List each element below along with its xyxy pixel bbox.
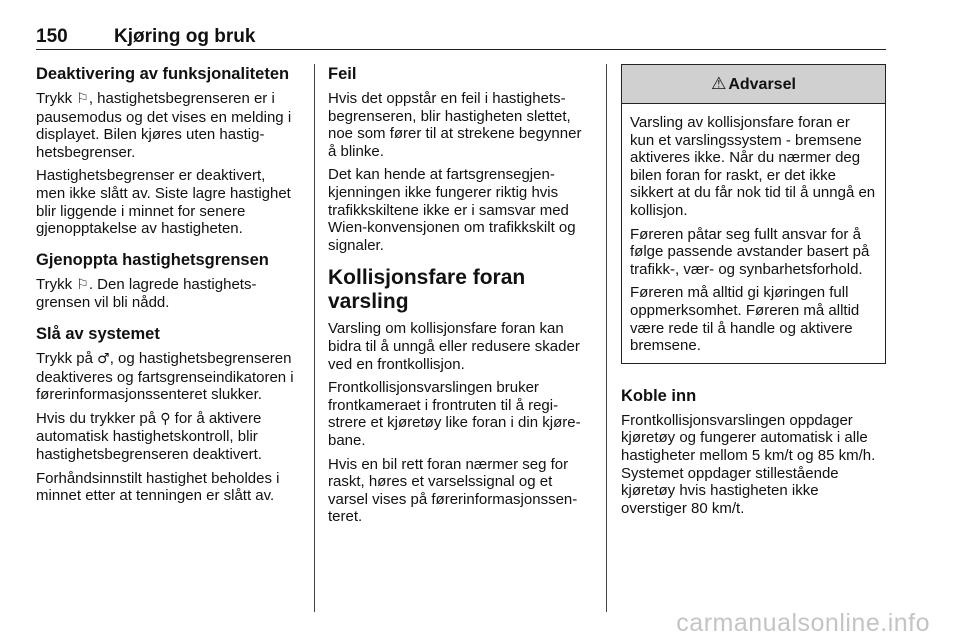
- heading-switch-off: Slå av systemet: [36, 324, 160, 343]
- column-divider-1: [314, 64, 315, 612]
- page-header: [36, 26, 886, 50]
- heading-collision-warning: Kollisjonsfare foran varsling: [328, 266, 526, 314]
- paragraph: Trykk på ♂, og hastighetsbegrenseren deaktiveres og fartsgrenseindikatoren i førerinformasjonssenteret slukker.: [36, 349, 294, 404]
- paragraph: Frontkollisjonsvarslingen bruker frontkameraet i frontruten til å registrere et kjøretøy like foran i din kjørebane.: [328, 379, 581, 449]
- paragraph: Hvis det oppstår en feil i hastighetsbegrenseren, blir hastigheten slettet, noe som fører til at strekene begynner å blinke.: [328, 90, 582, 160]
- paragraph: Trykk ⚐. Den lagrede hastighetsgrensen vil bli nådd.: [36, 275, 257, 312]
- speed-limiter-off-icon: ♂: [97, 350, 110, 367]
- paragraph: Hvis du trykker på ⚲ for å aktivere automatisk hastighetskontroll, blir hastighetsbegrenseren deaktivert.: [36, 409, 262, 463]
- paragraph: Trykk ⚐, hastighetsbegrenseren er i pausemodus og det vises en melding i displayet. Bilen kjøres uten hastighetsbegrenser.: [36, 90, 292, 161]
- speed-limiter-icon: ⚐: [76, 276, 89, 293]
- warning-header: [622, 65, 885, 104]
- paragraph: Føreren påtar seg fullt ansvar for å følge passende avstander basert på trafikk-, vær- og synbarhetsforhold.: [630, 225, 870, 278]
- chapter-title: Kjøring og bruk: [114, 26, 256, 47]
- speed-limiter-icon: ⚐: [76, 91, 89, 107]
- heading-fault: Feil: [328, 65, 357, 83]
- heading-deactivate: Deaktivering av funksjonaliteten: [36, 65, 290, 83]
- column-2: [328, 64, 590, 532]
- watermark: carmanualsonline.info: [676, 609, 930, 637]
- paragraph: Føreren må alltid gi kjøringen full oppmerksomhet. Føreren må alltid være rede til å handle og aktivere bremsene.: [630, 284, 860, 355]
- column-1: [36, 64, 298, 511]
- heading-engage: Koble inn: [621, 386, 697, 405]
- column-divider-2: [606, 64, 607, 612]
- paragraph: Forhåndsinnstilt hastighet beholdes i minnet etter at tenningen er slått av.: [36, 469, 280, 505]
- warning-triangle-icon: ⚠: [711, 74, 727, 94]
- paragraph: Hastighetsbegrenser er deaktivert, men ikke slått av. Siste lagre hastighet blir liggende i minnet for senere gjenopptakelse av hastigheten.: [36, 167, 291, 238]
- column-3: [621, 64, 886, 523]
- paragraph: Varsling av kollisjonsfare foran er kun et varslingssystem - bremsene aktiveres ikke. Når du nærmer deg bilen foran for raskt, er det ikke sikkert at du får nok tid til å unngå en kollisjon.: [630, 114, 876, 219]
- page-number: 150: [36, 26, 68, 47]
- paragraph: Det kan hende at fartsgrensegjenkjenningen ikke fungerer riktig hvis trafikkskiltene ikke er i samsvar med Wien-konvensjonen om trafikkskilt og signaler.: [328, 166, 576, 254]
- warning-body: [622, 104, 885, 363]
- paragraph: Hvis en bil rett foran nærmer seg for raskt, høres et varselssignal og et varsel vises på førerinformasjonssenteret.: [328, 455, 578, 526]
- warning-box: [621, 64, 886, 364]
- paragraph: Frontkollisjonsvarslingen oppdager kjøretøy og fungerer automatisk i alle hastigheter mellom 5 km/t og 85 km/h. Systemet oppdager stillestående kjøretøy hvis hastigheten ikke overstiger 80 km/t.: [621, 411, 876, 517]
- heading-resume: Gjenoppta hastighetsgrensen: [36, 250, 269, 269]
- paragraph: Varsling om kollisjonsfare foran kan bidra til å unngå eller redusere skader ved en frontkollisjon.: [328, 320, 580, 373]
- warning-title: Advarsel: [728, 76, 796, 93]
- header-divider: [36, 49, 886, 50]
- cruise-control-icon: ⚲: [160, 410, 171, 427]
